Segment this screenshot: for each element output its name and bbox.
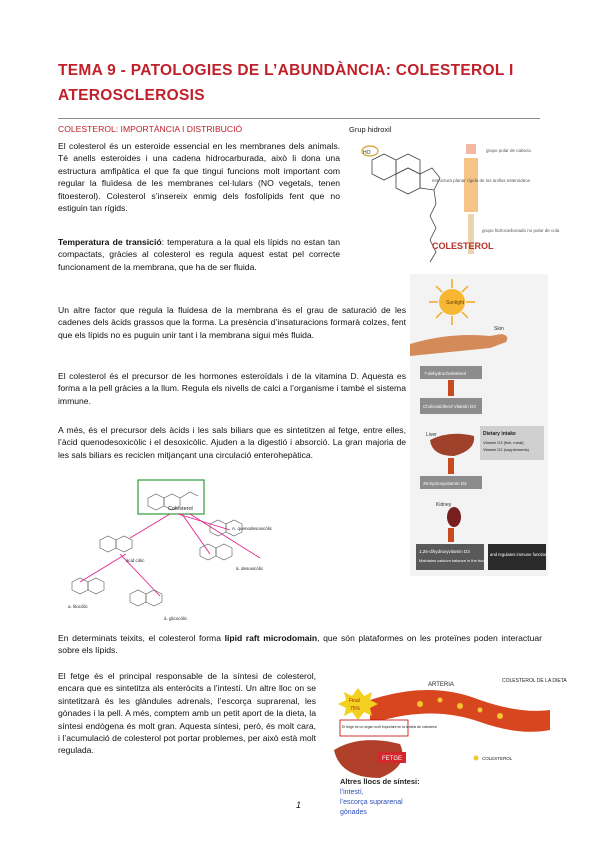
title-divider (58, 118, 540, 119)
label-dietary-cholesterol: COLESTEROL DE LA DIETA (502, 678, 567, 684)
label-arteria: ARTERIA (428, 682, 454, 688)
label-ho: HO (363, 150, 371, 156)
label-colesterol: COLESTEROL (432, 241, 494, 251)
label-dietary-intake: Dietary intake (483, 431, 516, 437)
legend-colesterol: COLESTEROL (482, 756, 513, 761)
figure-vitamin-d-pathway (410, 274, 552, 576)
label-litocolic: a. litocòlic (68, 604, 88, 609)
label-calcium-balance: Maintains calcium balance in the body (419, 558, 487, 563)
paragraph-transition-temperature (58, 236, 340, 273)
page-title (58, 58, 558, 108)
label-planar-rings: estructura planar rígida de los anillos esteroideos (432, 178, 531, 183)
paragraph-vitamin-d: El colesterol és el precursor de les hormones esteroïdals i de la vitamina D. Aquesta es forma a la pell gràcies a la llum. Regula els nivells de calci a l’organisme i també el sistema immune. (58, 371, 406, 406)
label-dietary-d2: Vitamin D2 (supplements) (483, 447, 529, 452)
paragraph-transition-text: : temperatura a la qual els lípids no estan tan compactats, gràcies al colesterol es regula aquest estat pel correcte funcionament de la membrana, que ha de ser fluida. (58, 237, 340, 272)
lipid-raft-text-post: , que són plataformes on les proteïnes poden interactuar sobre els lípids. (58, 633, 542, 656)
badge-final-percent: 75% (350, 706, 361, 712)
label-dietary-d3: Vitamin D3 (fish, meat) (483, 440, 524, 445)
label-sunlight: Sunlight (446, 300, 465, 306)
label-glicocolic: à. glicocòlic (164, 616, 188, 621)
label-desoxicolic: à. desoxicòlic (236, 566, 264, 571)
legend-swatch (474, 756, 479, 761)
section-subheading: COLESTEROL: IMPORTÀNCIA I DISTRIBUCIÓ (58, 124, 243, 134)
label-nonpolar-tail: grupo hidrocarbonado no polar de cola (482, 228, 560, 233)
kidney-icon (447, 507, 461, 527)
handwritten-gonads: gònades (340, 809, 367, 816)
handwritten-intestine: l’intestí, (340, 789, 364, 796)
label-skin: Skin (494, 326, 504, 332)
label-7-dehydrocholesterol: 7-dehydrocholesterol (424, 371, 467, 376)
ring-block (464, 158, 478, 212)
vitd-background (410, 274, 548, 576)
figure-bile-acids (60, 478, 324, 628)
label-25-hydroxyvitamin: 25-hydroxyvitamin D3 (423, 481, 467, 486)
polar-head-block (466, 144, 476, 154)
label-quenodesoxicolic: A. quenodesoxicòlic (232, 526, 273, 531)
page-title-line1: TEMA 9 - PATOLOGIES DE L’ABUNDÀNCIA: COLESTEROL I (58, 62, 514, 79)
handwritten-suprarenal: l’escorça suprarenal (340, 799, 403, 806)
label-liver: Liver (426, 432, 437, 438)
label-immune-function: and regulates immune function !!! (490, 552, 552, 557)
figure-cholesterol-structure (346, 124, 560, 274)
label-colesterol-center: Colesterol (168, 506, 193, 512)
paragraph-bile-acids: A més, és el precursor dels àcids i les sals biliars que es sintetitzen al fetge, entre elles, l’àcid quenodesoxicòlic i el desoxicòlic. Ajuden a la digestió i absorció. La gran majoria de les sals biliars es reciclen mitjançant una circulació enterohepàtica. (58, 425, 406, 460)
paragraph-synthesis: El fetge és el principal responsable de la síntesi de colesterol, encara que es sintetitza als enteròcits a l’intestí. Un altre lloc on se sintetitzarà és les glàndules adrenals, l’escorça suprarenal, les gònades i la pell. A més, comptem amb un petit aport de la dieta, la síntesi endògena és molt gran. Aquesta síntesi, però, és molt cara, i l’acumulació de colesterol pot portar problemes, per això està molt regulada. (58, 671, 316, 756)
figure-artery-liver (330, 670, 567, 824)
page-number: 1 (296, 800, 302, 810)
label-hydroxyl-group: Grup hidroxil (349, 125, 392, 134)
hydrocarbon-chain (430, 190, 436, 262)
label-polar-head: grupo polar de cabeza (486, 148, 531, 153)
handwritten-title: Altres llocs de síntesi: (340, 777, 420, 786)
paragraph-cholesterol-intro: El colesterol és un esteroide essencial en les membranes dels animals. Té anells esteroides i una cadena hidrocarburada, això li dona una estructura amfipàtica el que fa que tingui funcions molt important com regular la fluïdesa de les membranes cel·lulars (NO vegetals, tenen fitoesterol). Colesterol s’insereix enmig dels fosfolípids fent que no estiguin tan rígids. (58, 141, 340, 214)
lipid-raft-text-pre: En determinats teixits, el colesterol forma (58, 633, 225, 643)
paragraph-saturation: Un altre factor que regula la fluidesa de la membrana és el grau de saturació de les cadenes dels àcids grassos que la forma. La presència d’insaturacions formarà colzes, fent que els lípids no es puguin unir tant i la membrana sigui més fluida. (58, 305, 406, 340)
box-dihydroxyvitamin (416, 544, 484, 570)
term-lipid-raft: lipid raft microdomain (224, 633, 318, 643)
box-immune-function (488, 544, 546, 570)
term-transition-temperature: Temperatura de transició (58, 237, 162, 247)
label-acid-colic: àcid còlic (126, 558, 145, 563)
badge-final-label: Final (349, 698, 360, 704)
page-title-line2: ATEROSCLEROSIS (58, 87, 205, 104)
label-dihydroxyvitamin: 1,25-dihydroxyvitamin D3 (419, 549, 470, 554)
liver-note-text: El fetge és un òrgan molt important en la síntesi de colesterol (342, 725, 437, 729)
steroid-rings (372, 154, 440, 194)
label-kidney: Kidney (436, 502, 452, 508)
label-fetge: FETGE (382, 756, 403, 762)
paragraph-lipid-raft (58, 632, 542, 657)
label-cholecalciferol: Cholecalciferol Vitamin D3 (423, 404, 476, 409)
